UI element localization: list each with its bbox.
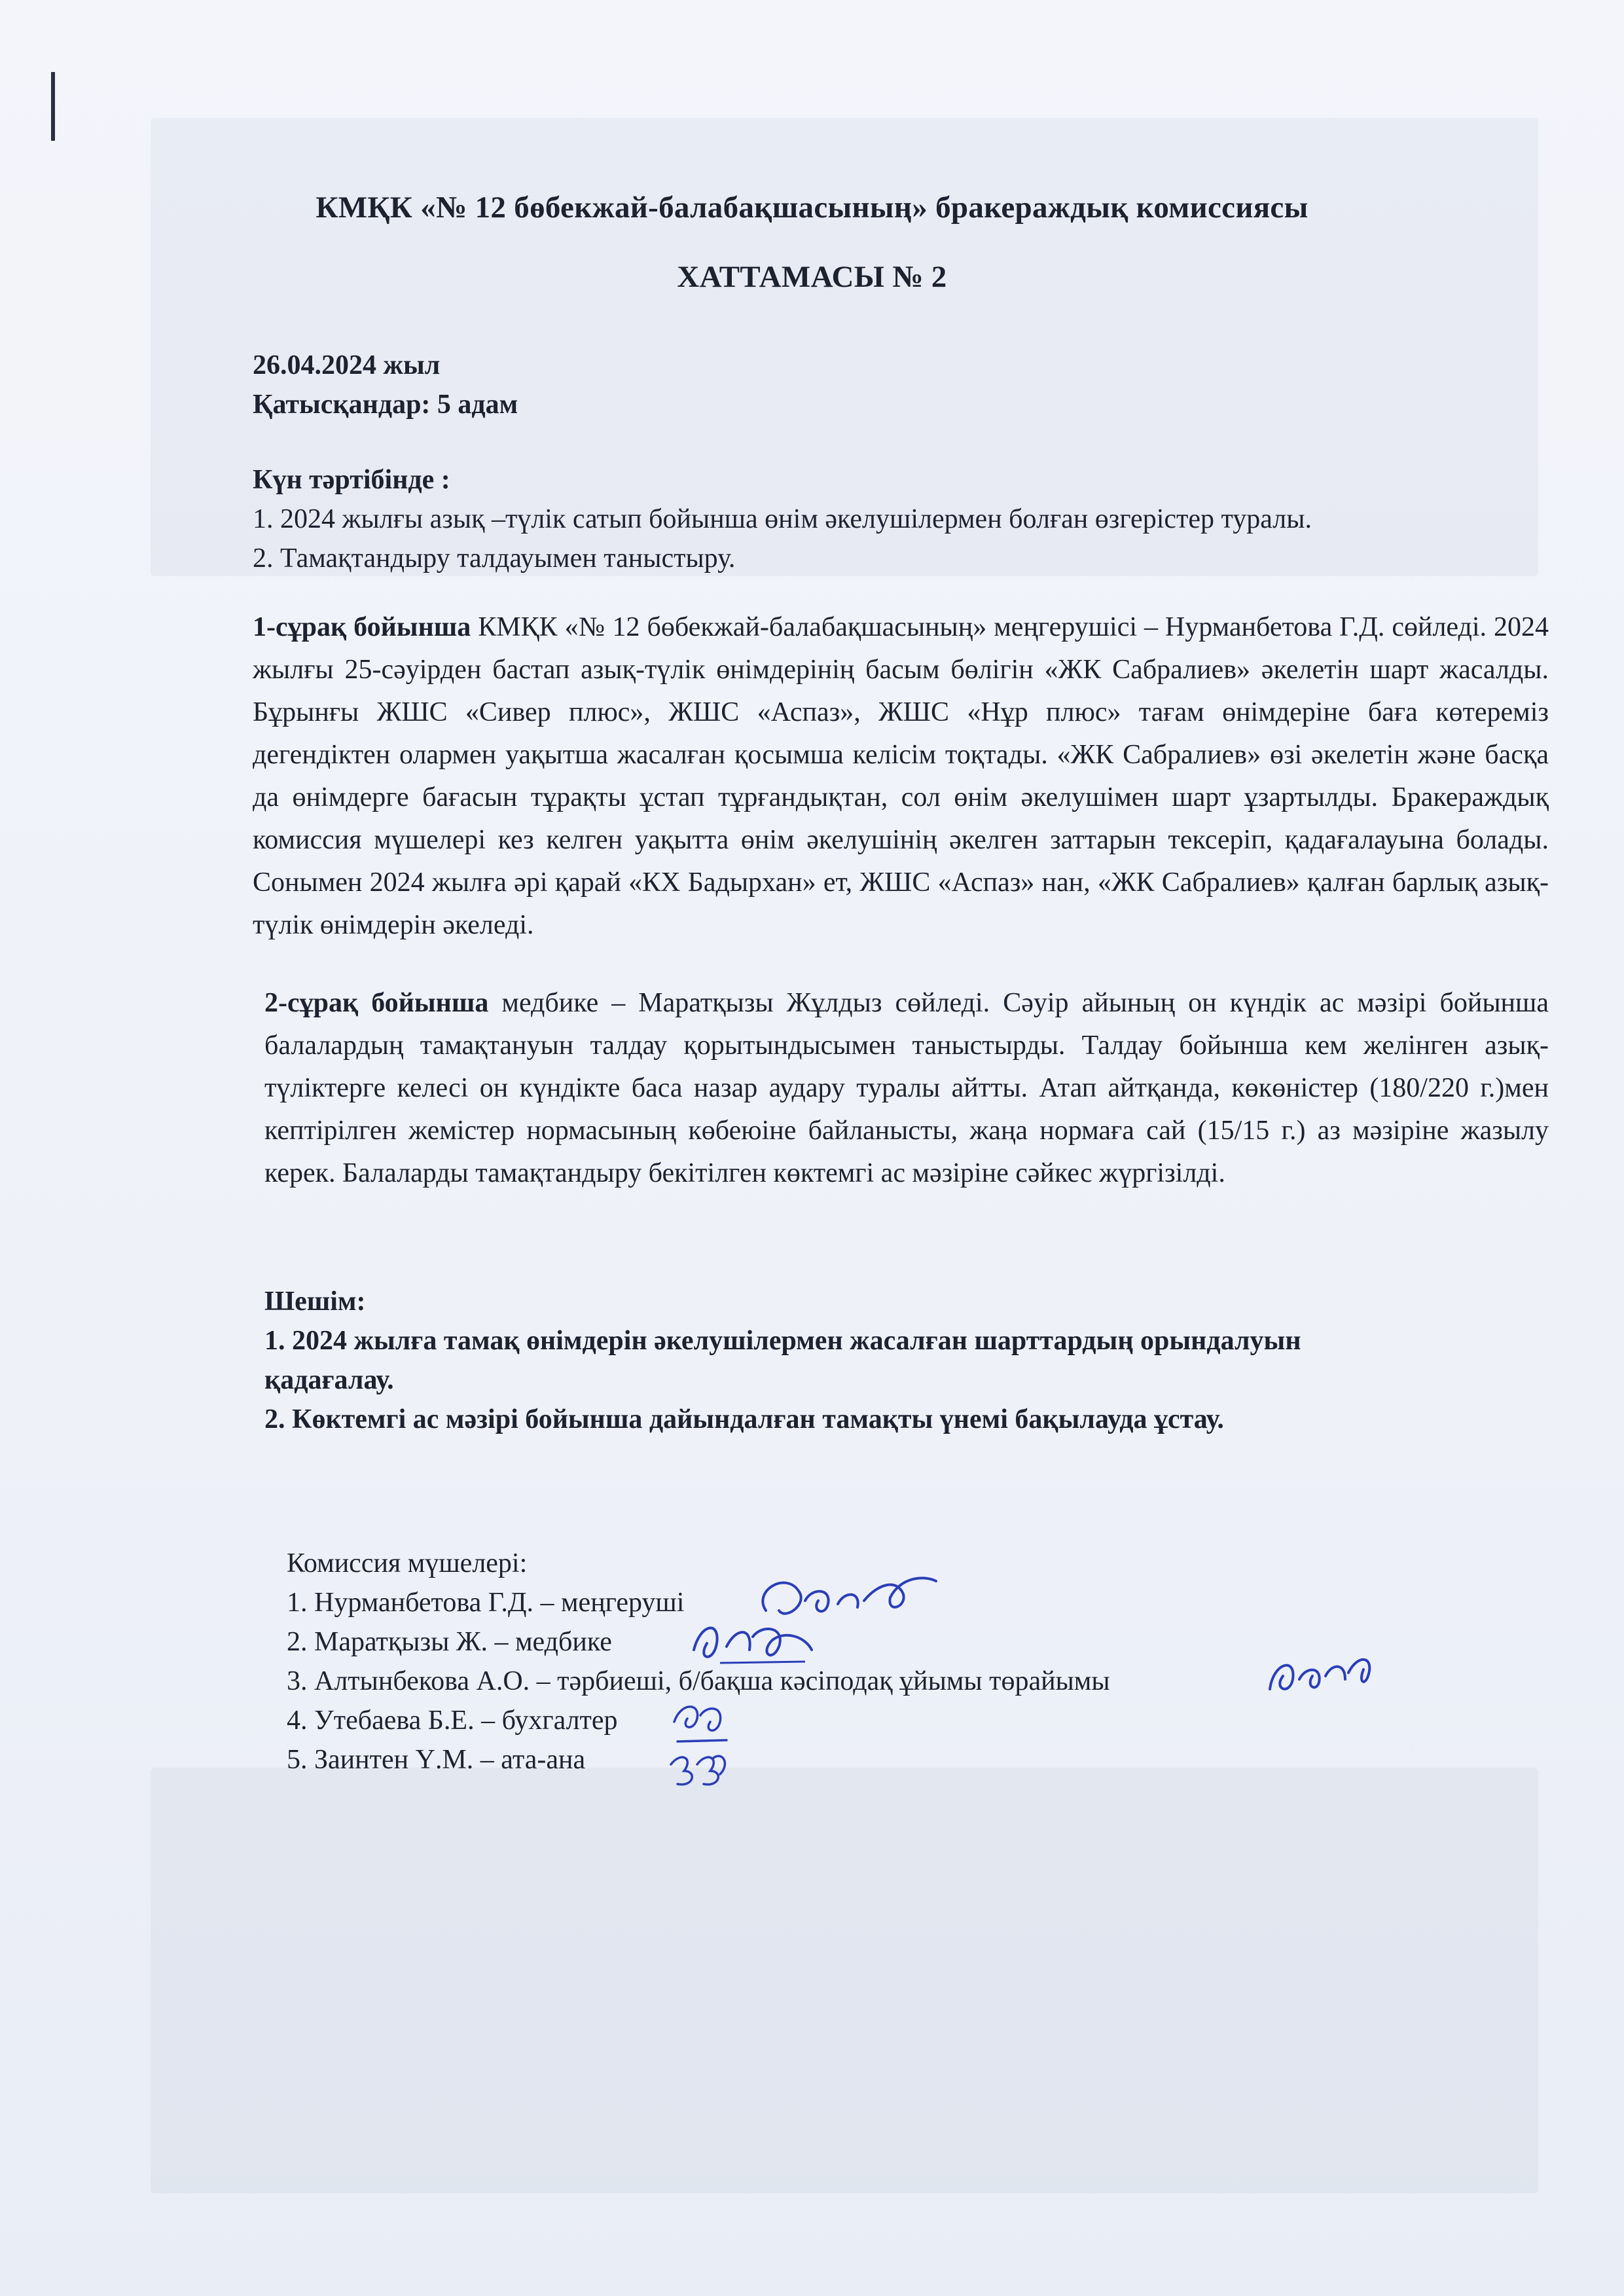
member-item: 1. Нурманбетова Г.Д. – меңгеруші bbox=[287, 1588, 685, 1618]
question-2-paragraph bbox=[264, 982, 1549, 1195]
document-date: 26.04.2024 жыл bbox=[253, 350, 441, 380]
agenda-heading: Күн тәртібінде : bbox=[253, 465, 450, 495]
question-1-lead: 1-сұрақ бойынша bbox=[253, 612, 471, 642]
member-item: 3. Алтынбекова А.О. – тәрбиеші, б/бақша кәсіподақ ұйымы төрайымы bbox=[287, 1666, 1110, 1696]
question-2-lead: 2-сұрақ бойынша bbox=[264, 988, 489, 1018]
agenda-item: 2. Тамақтандыру талдауымен таныстыру. bbox=[253, 543, 736, 574]
question-1-paragraph bbox=[253, 606, 1549, 947]
member-item: 4. Утебаева Б.Е. – бухгалтер bbox=[287, 1705, 618, 1736]
signature-altynbekova bbox=[1260, 1643, 1378, 1702]
question-2-text: медбике – Маратқызы Жұлдыз сөйледі. Сәуір айының он күндік ас мәзірі бойынша балалардың тамақтануын талдау қорытындысымен таныстырды. Талдау бойынша кем желінген азық-түліктерге келесі он күндікте баса назар аудару туралы айтты. Атап айтқанда, көкөністер (180/220 г.)мен кептірілген жемістер нормасының көбеюіне байланысты, жаңа нормаға сай (15/15 г.) аз мәзіріне жазылу керек. Балаларды тамақтандыру бекітілген көктемгі ас мәзіріне сәйкес жүргізілді. bbox=[264, 988, 1549, 1188]
decision-heading: Шешім: bbox=[264, 1286, 366, 1317]
signature-zainten bbox=[661, 1745, 733, 1804]
participants-count: Қатысқандар: 5 адам bbox=[253, 390, 518, 420]
members-heading: Комиссия мүшелері: bbox=[287, 1548, 528, 1578]
bleed-through-area bbox=[151, 1768, 1538, 2193]
agenda-item: 1. 2024 жылғы азық –түлік сатып бойынша өнім әкелушілермен болған өзгерістер туралы. bbox=[253, 504, 1312, 534]
decision-section bbox=[264, 1282, 1549, 1439]
signature-maratkyzy bbox=[681, 1611, 831, 1676]
member-item: 2. Маратқызы Ж. – медбике bbox=[287, 1627, 612, 1657]
document-title: КМҚК «№ 12 бөбекжай-балабақшасының» бракераждық комиссиясы bbox=[316, 191, 1308, 225]
document-subtitle: ХАТТАМАСЫ № 2 bbox=[677, 260, 947, 294]
decision-item: 1. 2024 жылға тамақ өнімдерін әкелушілермен жасалған шарттардың орындалуын bbox=[264, 1326, 1301, 1356]
decision-item: 2. Көктемгі ас мәзірі бойынша дайындалған тамақты үнемі бақылауда ұстау. bbox=[264, 1404, 1224, 1434]
question-1-text: КМҚК «№ 12 бөбекжай-балабақшасының» меңгерушісі – Нурманбетова Г.Д. сөйледі. 2024 жылғы 25-сәуірден бастап азық-түлік өнімдерінің басым бөлігін «ЖК Сабралиев» әкелетін шарт жасалды. Бұрынғы ЖШС «Сивер плюс», ЖШС «Аспаз», ЖШС «Нұр плюс» тағам өнімдеріне баға көтереміз дегендіктен олармен уақытша жасалған қосымша келісім тоқтады. «ЖК Сабралиев» өзі әкелетін және басқа да өнімдерге бағасын тұрақты ұстап тұрғандықтан, сол өнім әкелушімен шарт ұзартылды. Бракераждық комиссия мүшелері кез келген уақытта өнім әкелушінің әкелген заттарын тексеріп, қадағалауына болады. Сонымен 2024 жылға әрі қарай «КХ Бадырхан» ет, ЖШС «Аспаз» нан, «ЖК Сабралиев» қалған барлық азық-түлік өнімдерін әкеледі. bbox=[253, 612, 1549, 940]
scan-edge-mark bbox=[51, 72, 55, 141]
document-header bbox=[253, 346, 518, 424]
member-item: 5. Заинтен Ү.М. – ата-ана bbox=[287, 1745, 586, 1775]
decision-item: қадағалау. bbox=[264, 1365, 394, 1395]
agenda-section bbox=[253, 460, 1549, 578]
